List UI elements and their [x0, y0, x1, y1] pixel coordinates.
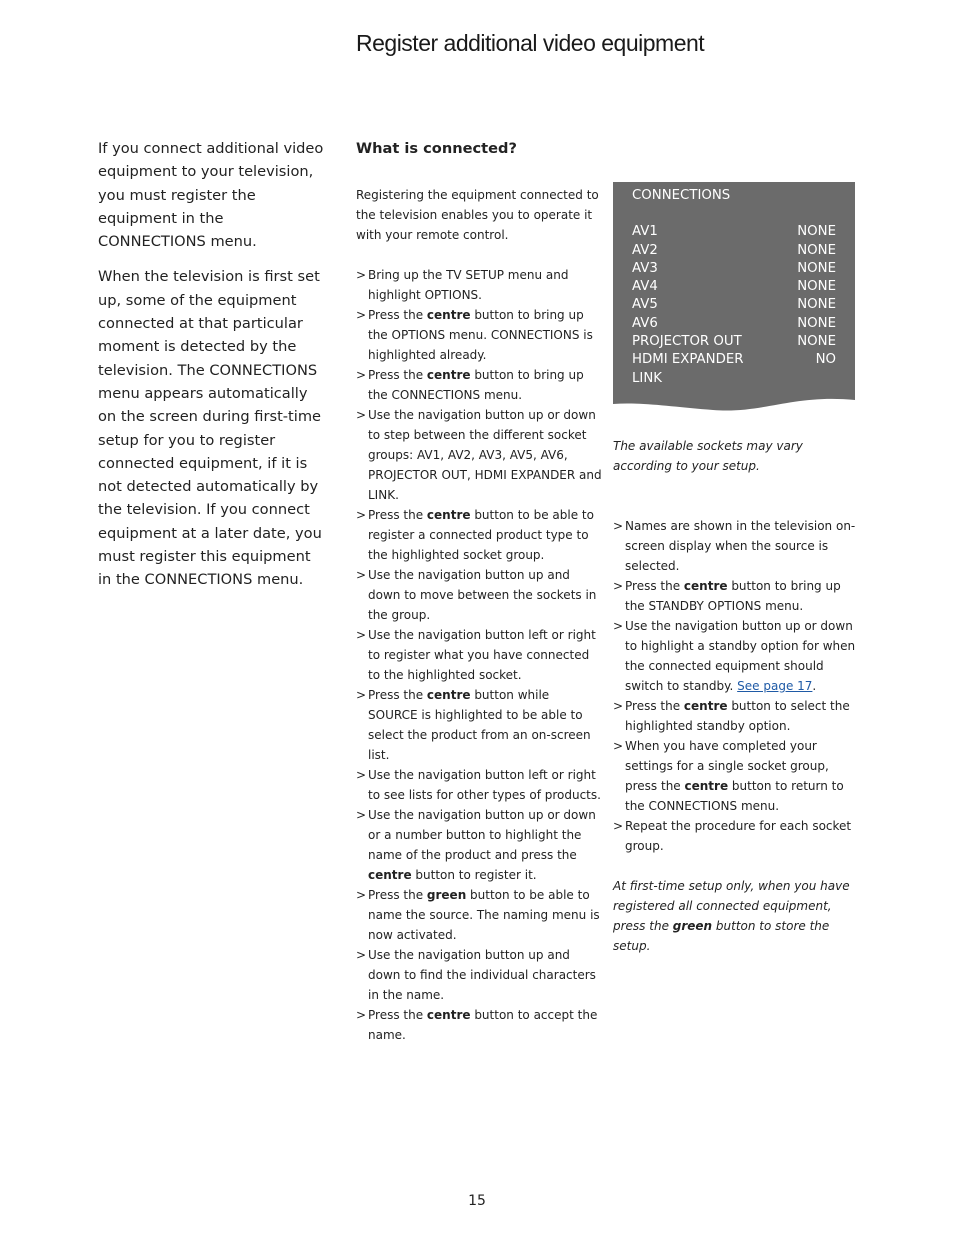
- instruction-step: [356, 805, 602, 885]
- menu-row-value: NONE: [797, 242, 836, 258]
- step-marker: >: [356, 568, 367, 582]
- step-text: Use the navigation button up or down or a number button to highlight the name of the product and press the: [368, 808, 596, 862]
- instruction-step: [356, 405, 602, 505]
- step-marker: >: [356, 308, 367, 322]
- menu-row: [632, 351, 836, 369]
- instruction-step: [356, 685, 602, 765]
- step-text: button to store the setup.: [613, 919, 830, 953]
- menu-content: [632, 187, 836, 388]
- instruction-step: [356, 625, 602, 685]
- bold-term: centre: [426, 368, 471, 382]
- menu-title: CONNECTIONS: [632, 188, 731, 203]
- final-note: [613, 876, 863, 956]
- bold-term: centre: [683, 579, 728, 593]
- step-marker: >: [356, 368, 367, 382]
- page-number: 15: [468, 1193, 486, 1209]
- step-text: Repeat the procedure for each socket group.: [625, 819, 852, 853]
- menu-row: [632, 223, 836, 241]
- menu-row-value: NONE: [797, 334, 836, 350]
- bold-term: centre: [426, 508, 471, 522]
- step-text: Press the: [368, 1008, 427, 1022]
- step-text: Press the: [368, 508, 427, 522]
- instruction-step: [356, 265, 602, 305]
- step-marker: >: [356, 1008, 367, 1022]
- step-text: Press the: [368, 888, 427, 902]
- menu-row: [632, 315, 836, 333]
- instruction-step: [613, 616, 863, 696]
- step-text: button to return to the CONNECTIONS menu.: [625, 779, 844, 813]
- menu-row-value: NONE: [797, 260, 836, 276]
- step-text: Use the navigation button up or down to step between the different socket groups: AV1, AV2, AV3, AV5, AV6, PROJECTOR OUT, HDMI EXPANDER and LINK.: [368, 408, 602, 502]
- step-text: button to bring up the STANDBY OPTIONS menu.: [625, 579, 841, 613]
- step-marker: >: [613, 579, 624, 593]
- step-marker: >: [613, 739, 624, 753]
- menu-rows: [632, 223, 836, 388]
- menu-row: [632, 242, 836, 260]
- step-text: Press the: [368, 308, 427, 322]
- step-text: When you have completed your settings for a single socket group, press the: [625, 739, 829, 793]
- menu-row-label: HDMI EXPANDER: [632, 352, 744, 368]
- instruction-step: [356, 885, 602, 945]
- side-column: [613, 182, 863, 956]
- step-text: Bring up the TV SETUP menu and highlight OPTIONS.: [368, 268, 569, 302]
- instruction-step: [613, 816, 863, 856]
- section-intro: Registering the equipment connected to the television enables you to operate it with your remote control.: [356, 188, 599, 242]
- step-text: Use the navigation button left or right to see lists for other types of products.: [368, 768, 601, 802]
- intro-column: [98, 137, 324, 604]
- step-marker: >: [613, 699, 624, 713]
- step-marker: >: [613, 619, 624, 633]
- step-marker: >: [356, 888, 367, 902]
- step-text: Press the: [368, 368, 427, 382]
- instruction-step: [356, 1005, 602, 1045]
- step-text: At first-time setup only, when you have registered all connected equipment, press the: [613, 879, 850, 933]
- step-text: Use the navigation button left or right to register what you have connected to the highlighted socket.: [368, 628, 596, 682]
- step-text: Use the navigation button up and down to move between the sockets in the group.: [368, 568, 597, 622]
- menu-row-label: AV1: [632, 224, 658, 240]
- menu-row: [632, 370, 836, 388]
- step-text: Press the: [625, 579, 684, 593]
- bold-term: centre: [426, 308, 471, 322]
- step-text: button to accept the name.: [368, 1008, 598, 1042]
- menu-row-value: NONE: [797, 224, 836, 240]
- bold-term: centre: [368, 868, 412, 882]
- steps-list-right: [613, 516, 863, 856]
- menu-row-value: NONE: [797, 279, 836, 295]
- instruction-step: [356, 505, 602, 565]
- step-text: Press the: [625, 699, 684, 713]
- bold-term: green: [426, 888, 467, 902]
- section-heading: What is connected?: [356, 140, 517, 157]
- connections-menu: [613, 182, 855, 414]
- bold-term: centre: [684, 779, 729, 793]
- menu-row-label: LINK: [632, 370, 662, 386]
- menu-row: [632, 260, 836, 278]
- menu-row-label: AV6: [632, 315, 658, 331]
- step-marker: >: [613, 519, 624, 533]
- menu-row-label: PROJECTOR OUT: [632, 334, 742, 350]
- step-text: button to be able to register a connected product type to the highlighted socket group.: [368, 508, 594, 562]
- step-marker: >: [356, 508, 367, 522]
- steps-list-left: [356, 265, 602, 1045]
- step-marker: >: [356, 948, 367, 962]
- instructions-column: [356, 137, 602, 1045]
- bold-term: green: [672, 919, 713, 933]
- step-text: button to bring up the OPTIONS menu. CONNECTIONS is highlighted already.: [368, 308, 593, 362]
- step-text: button while SOURCE is highlighted to be able to select the product from an on-screen list.: [368, 688, 591, 762]
- page-title: Register additional video equipment: [356, 30, 705, 56]
- step-text: button to bring up the CONNECTIONS menu.: [368, 368, 584, 402]
- step-marker: >: [356, 628, 367, 642]
- step-text: button to be able to name the source. The naming menu is now activated.: [368, 888, 600, 942]
- instruction-step: [613, 696, 863, 736]
- bold-term: centre: [683, 699, 728, 713]
- step-marker: >: [356, 408, 367, 422]
- intro-paragraph-1: If you connect additional video equipment to your television, you must register the equipment in the CONNECTIONS menu.: [98, 140, 324, 251]
- instruction-step: [356, 765, 602, 805]
- step-text: Use the navigation button up or down to highlight a standby option for when the connected equipment should switch to standby.: [625, 619, 856, 693]
- step-marker: >: [356, 268, 367, 282]
- step-text: button to register it.: [411, 868, 537, 882]
- step-text: button to select the highlighted standby option.: [625, 699, 850, 733]
- step-marker: >: [356, 688, 367, 702]
- instruction-step: [356, 365, 602, 405]
- menu-row-value: NONE: [797, 297, 836, 313]
- menu-row-label: AV5: [632, 297, 658, 313]
- instruction-step: [613, 576, 863, 616]
- menu-row-value: NO: [815, 352, 836, 368]
- instruction-step: [613, 516, 863, 576]
- instruction-step: [356, 565, 602, 625]
- step-text: Press the: [368, 688, 427, 702]
- menu-caption: The available sockets may vary according to your setup.: [613, 439, 803, 473]
- menu-row: [632, 296, 836, 314]
- bold-term: centre: [426, 1008, 471, 1022]
- intro-paragraph-2: When the television is first set up, some of the equipment connected at that particular moment is detected by the television. The CONNECTIONS menu appears automatically on the screen during first-time setup for you to register connected equipment, if it is not detected automatically by the television. If you connect equipment at a later date, you must register this equipment in the CONNECTIONS menu.: [98, 268, 322, 589]
- instruction-step: [613, 736, 863, 816]
- menu-row-label: AV3: [632, 260, 658, 276]
- menu-row-value: NONE: [797, 315, 836, 331]
- instruction-step: [356, 305, 602, 365]
- step-marker: >: [613, 819, 624, 833]
- menu-row: [632, 278, 836, 296]
- bold-term: centre: [426, 688, 471, 702]
- step-marker: >: [356, 808, 367, 822]
- step-marker: >: [356, 768, 367, 782]
- step-text: Use the navigation button up and down to find the individual characters in the name.: [368, 948, 596, 1002]
- menu-row-label: AV2: [632, 242, 658, 258]
- menu-row-label: AV4: [632, 279, 658, 295]
- menu-row: [632, 333, 836, 351]
- instruction-step: [356, 945, 602, 1005]
- step-text: .: [812, 679, 817, 693]
- page-reference-link[interactable]: See page 17: [737, 679, 813, 693]
- step-text: Names are shown in the television on-screen display when the source is selected.: [625, 519, 856, 573]
